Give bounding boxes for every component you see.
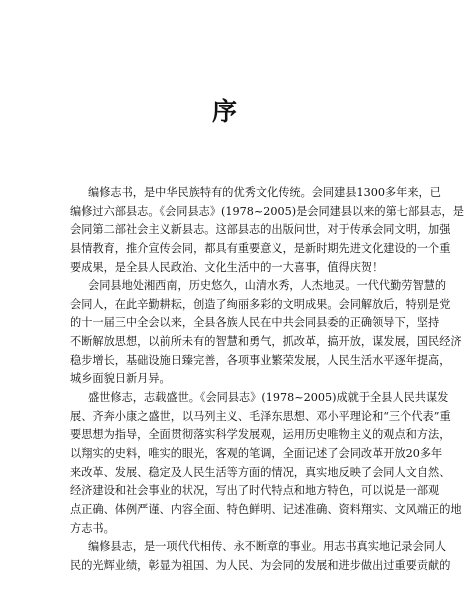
text-line: 城乡面貌日新月异。 bbox=[70, 372, 171, 386]
text-line: 会同第二部社会主义新县志。这部县志的出版问世，对于传承会同文明，加强 bbox=[70, 223, 451, 237]
text-line: 县情教育，推介宣传会同，都具有重要意义，是新时期先进文化建设的一个重 bbox=[70, 241, 451, 255]
text-line: 编修过六部县志。《会同县志》(1978~2005)是会同建县以来的第七部县志，是 bbox=[70, 204, 464, 218]
text-line: 稳步增长，基础设施日臻完善，各项事业繁荣发展，人民生活水平逐年提高， bbox=[70, 353, 451, 367]
text-line: 编修志书，是中华民族特有的优秀文化传统。会同建县1300多年来，已 bbox=[88, 186, 441, 199]
text-line: 的十一届三中全会以来，全县各族人民在中共会同县委的正确领导下，坚持 bbox=[70, 316, 440, 330]
text-line: 不断解放思想，以前所未有的智慧和勇气，抓改革，搞开放，谋发展，国民经济 bbox=[70, 335, 462, 349]
text-line: 方志书。 bbox=[70, 521, 115, 535]
text-line: 要成果，是全县人民政治、文化生活中的一大喜事，值得庆贺！ bbox=[70, 260, 384, 274]
text-line: 盛世修志，志载盛世。《会同县志》(1978~2005)成就于全县人民共谋发 bbox=[88, 391, 449, 405]
text-line: 要思想为指导，全面贯彻落实科学发展观，运用历史唯物主义的观点和方法， bbox=[70, 428, 451, 442]
text-line: 点正确、体例严谨、内容全面、特色鲜明、记述准确、资料翔实、文风端正的地 bbox=[70, 502, 462, 516]
text-line: 民的光辉业绩，彰显为祖国、为人民、为会同的发展和进步做出过重要贡献的 bbox=[70, 558, 451, 572]
text-line: 会同人，在此辛勤耕耘，创造了绚丽多彩的文明成果。会同解放后，特别是党 bbox=[70, 297, 451, 311]
text-line: 展、齐奔小康之盛世，以马列主义、毛泽东思想、邓小平理论和“三个代表”重 bbox=[70, 409, 451, 423]
text-line: 经济建设和社会事业的状况，写出了时代特点和地方特色，可以说是一部观 bbox=[70, 484, 440, 498]
text-line: 来改革、发展、稳定及人民生活等方面的情况，真实地反映了会同人文自然、 bbox=[70, 465, 451, 479]
text-line: 会同县地处湘西南，历史悠久，山清水秀，人杰地灵。一代代勤劳智慧的 bbox=[88, 279, 447, 293]
preface-body bbox=[70, 184, 464, 575]
text-line: 编修县志，是一项代代相传、永不断章的事业。用志书真实地记录会同人 bbox=[88, 540, 447, 554]
text-line: 以翔实的史料，唯实的眼光，客观的笔调，全面记述了会同改革开放20多年 bbox=[70, 446, 443, 460]
page-title: 序 bbox=[211, 97, 238, 126]
